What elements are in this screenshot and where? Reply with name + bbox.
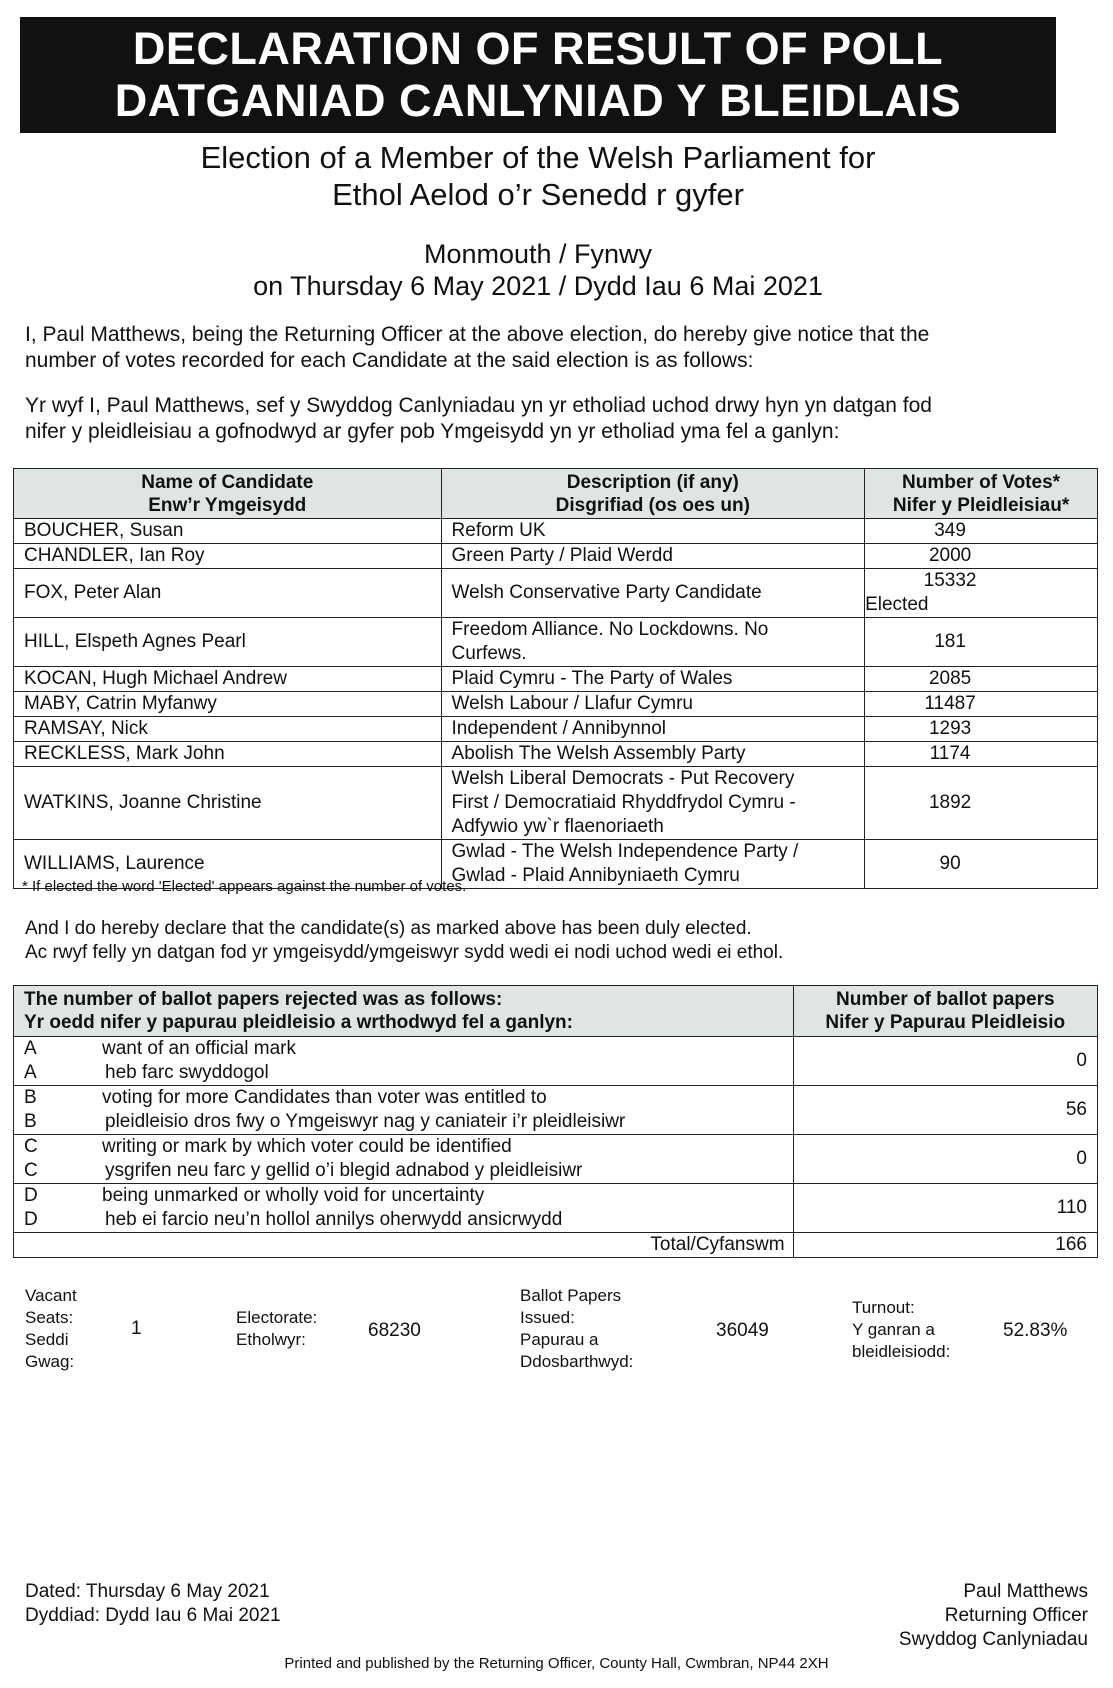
declaration-welsh: Ac rwyf felly yn datgan fod yr ymgeisydd/ymgeiswyr sydd wedi ei nodi uchod wedi ei ethol. — [25, 942, 784, 963]
candidate-votes: 1892 — [928, 792, 972, 813]
description-line: Independent / Annibynnol — [451, 718, 666, 739]
candidate-name: CHANDLER, Ian Roy — [14, 544, 442, 569]
turnout-label — [852, 1297, 950, 1363]
votes-header-english: Number of Votes* — [902, 471, 1061, 493]
candidates-table — [13, 468, 1098, 889]
vacant-label-line: Seats: — [25, 1308, 74, 1327]
title-banner — [20, 17, 1056, 133]
candidate-description — [441, 519, 865, 544]
votes-header-welsh: Nifer y Pleidleisiau* — [892, 494, 1070, 516]
ballot-papers-issued-value: 36049 — [716, 1320, 769, 1341]
turnout-value: 52.83% — [1003, 1320, 1068, 1341]
description-line: Green Party / Plaid Werdd — [451, 545, 673, 566]
rejected-total-row — [14, 1233, 1098, 1258]
vacant-seats-value: 1 — [131, 1318, 142, 1339]
electorate-label — [236, 1307, 317, 1351]
rejected-header-row — [14, 986, 1098, 1037]
description-line: First / Democratiaid Rhyddfrydol Cymru - — [451, 792, 796, 813]
officer-name: Paul Matthews — [963, 1581, 1088, 1602]
rejected-code: A — [24, 1038, 37, 1059]
rejected-code: D — [24, 1185, 38, 1206]
election-english: Election of a Member of the Welsh Parliament for — [200, 140, 876, 175]
candidate-name: FOX, Peter Alan — [14, 569, 442, 618]
turnout-label-line: Y ganran a — [852, 1320, 935, 1339]
rejected-reason-text: writing or mark by which voter could be identified — [102, 1136, 512, 1157]
notice-english — [25, 322, 1085, 374]
electorate-label-line: Electorate: — [236, 1308, 318, 1327]
description-header-english: Description (if any) — [566, 471, 739, 493]
candidate-votes: 2000 — [928, 545, 972, 566]
rejected-count-header — [793, 986, 1097, 1037]
rejected-reason-line — [24, 1086, 783, 1110]
rejected-code: A — [24, 1062, 37, 1083]
rejected-reason-line — [24, 1184, 783, 1208]
notice-english-line: number of votes recorded for each Candidate at the said election is as follows: — [25, 349, 754, 372]
rejected-count: 56 — [793, 1086, 1097, 1135]
notice-welsh-line: Yr wyf I, Paul Matthews, sef y Swyddog Canlyniadau yn yr etholiad uchod drwy hyn yn datgan fod — [25, 394, 932, 417]
rejected-reason-line — [24, 1159, 783, 1183]
count-header-english: Number of ballot papers — [836, 989, 1055, 1010]
candidate-row — [14, 692, 1098, 717]
rejected-code: C — [24, 1136, 38, 1157]
election-welsh: Ethol Aelod o’r Senedd r gyfer — [332, 177, 744, 212]
elected-marker: Elected — [865, 594, 929, 615]
description-line: Abolish The Welsh Assembly Party — [451, 743, 746, 764]
candidate-votes-cell — [865, 519, 1098, 544]
declaration-english: And I do hereby declare that the candidate(s) as marked above has been duly elected. — [25, 918, 752, 939]
vacant-seats-label — [25, 1285, 77, 1373]
rejected-count: 0 — [793, 1135, 1097, 1184]
candidate-description — [441, 692, 865, 717]
candidate-votes: 90 — [939, 853, 961, 874]
rejected-row — [14, 1037, 1098, 1086]
description-line: Plaid Cymru - The Party of Wales — [451, 668, 733, 689]
name-header-english: Name of Candidate — [141, 471, 314, 493]
description-line: Welsh Conservative Party Candidate — [451, 582, 762, 603]
candidate-votes: 2085 — [928, 668, 972, 689]
name-header-welsh: Enw’r Ymgeisydd — [148, 494, 307, 516]
candidate-votes-cell — [865, 717, 1098, 742]
candidate-votes-cell — [865, 544, 1098, 569]
turnout-label-line: Turnout: — [852, 1298, 915, 1317]
candidate-name: MABY, Catrin Myfanwy — [14, 692, 442, 717]
declaration — [25, 917, 1085, 965]
issued-label-line: Ballot Papers — [520, 1286, 622, 1305]
vacant-label-line: Vacant — [25, 1286, 77, 1305]
rejected-reason-text: heb farc swyddogol — [105, 1062, 269, 1083]
candidate-name: RECKLESS, Mark John — [14, 742, 442, 767]
rejected-reason-line — [24, 1110, 783, 1134]
rejected-reason-text: ysgrifen neu farc y gellid o’i blegid adnabod y pleidleisiwr — [105, 1160, 583, 1181]
vacant-label-line: Seddi — [25, 1330, 69, 1349]
printed-by-notice: Printed and published by the Returning Officer, County Hall, Cwmbran, NP44 2XH — [284, 1655, 829, 1672]
candidate-votes-cell — [865, 742, 1098, 767]
candidate-name: HILL, Elspeth Agnes Pearl — [14, 618, 442, 667]
candidate-name: WILLIAMS, Laurence — [14, 840, 442, 889]
total-value: 166 — [793, 1233, 1097, 1258]
rejected-count: 110 — [793, 1184, 1097, 1233]
ballot-papers-issued-label — [520, 1285, 633, 1373]
rejected-reason-text: being unmarked or wholly void for uncertainty — [102, 1185, 485, 1206]
rejected-reason-text: voting for more Candidates than voter was entitled to — [102, 1087, 547, 1108]
candidate-name: RAMSAY, Nick — [14, 717, 442, 742]
rejected-header-welsh: Yr oedd nifer y papurau pleidleisio a wrthodwyd fel a ganlyn: — [24, 1012, 573, 1033]
title-english: DECLARATION OF RESULT OF POLL — [132, 23, 944, 74]
rejected-count: 0 — [793, 1037, 1097, 1086]
candidate-row — [14, 667, 1098, 692]
description-line: Freedom Alliance. No Lockdowns. No — [451, 619, 769, 640]
candidate-votes: 15332 — [923, 570, 977, 591]
rejected-code: B — [24, 1087, 37, 1108]
constituency-name: Monmouth / Fynwy — [423, 239, 653, 269]
rejected-header-english: The number of ballot papers rejected was as follows: — [24, 989, 503, 1010]
electorate-label-line: Etholwyr: — [236, 1330, 306, 1349]
candidate-votes: 1174 — [929, 743, 971, 764]
description-line: Gwlad - Plaid Annibyniaeth Cymru — [451, 865, 740, 886]
description-line: Welsh Labour / Llafur Cymru — [451, 693, 694, 714]
description-line: Gwlad - The Welsh Independence Party / — [451, 841, 799, 862]
election-heading — [0, 139, 1076, 213]
rejected-code: C — [24, 1160, 38, 1181]
rejected-row — [14, 1086, 1098, 1135]
candidate-name: BOUCHER, Susan — [14, 519, 442, 544]
description-column-header — [441, 469, 865, 519]
rejected-reason-line — [24, 1037, 783, 1061]
issued-label-line: Ddosbarthwyd: — [520, 1352, 634, 1371]
description-line: Curfews. — [451, 643, 527, 664]
count-header-welsh: Nifer y Papurau Pleidleisio — [825, 1012, 1066, 1033]
candidate-description — [441, 667, 865, 692]
description-line: Adfywio yw`r flaenoriaeth — [451, 816, 664, 837]
candidate-description — [441, 717, 865, 742]
candidate-votes-cell — [865, 692, 1098, 717]
description-line: Reform UK — [451, 520, 546, 541]
candidate-votes-cell — [865, 618, 1098, 667]
title-welsh: DATGANIAD CANLYNIAD Y BLEIDLAIS — [114, 75, 962, 126]
candidate-description — [441, 569, 865, 618]
rejected-reason — [14, 1184, 794, 1233]
description-line: Welsh Liberal Democrats - Put Recovery — [451, 768, 795, 789]
dated-block — [25, 1580, 281, 1628]
rejected-row — [14, 1184, 1098, 1233]
rejected-reason-line — [24, 1135, 783, 1159]
candidate-name: KOCAN, Hugh Michael Andrew — [14, 667, 442, 692]
rejected-reason-line — [24, 1061, 783, 1085]
candidate-votes: 1293 — [928, 718, 972, 739]
rejected-row — [14, 1135, 1098, 1184]
vacant-label-line: Gwag: — [25, 1352, 75, 1371]
candidate-row — [14, 717, 1098, 742]
candidate-name: WATKINS, Joanne Christine — [14, 767, 442, 840]
candidate-description — [441, 544, 865, 569]
candidate-votes-cell — [865, 667, 1098, 692]
candidate-votes-cell — [865, 569, 1098, 618]
candidate-row — [14, 767, 1098, 840]
rejected-reason — [14, 1037, 794, 1086]
dated-welsh: Dyddiad: Dydd Iau 6 Mai 2021 — [25, 1605, 281, 1626]
officer-title-welsh: Swyddog Canlyniadau — [898, 1629, 1088, 1650]
candidate-votes: 349 — [934, 520, 966, 541]
candidates-header-row — [14, 469, 1098, 519]
turnout-label-line: bleidleisiodd: — [852, 1342, 951, 1361]
candidate-votes: 11487 — [924, 693, 976, 714]
notice-welsh-line: nifer y pleidleisiau a gofnodwyd ar gyfer pob Ymgeisydd yn yr etholiad yma fel a ganlyn: — [25, 420, 840, 443]
candidate-votes: 181 — [934, 631, 966, 652]
candidate-row — [14, 569, 1098, 618]
issued-label-line: Issued: — [520, 1308, 575, 1327]
constituency-heading — [0, 238, 1076, 302]
votes-column-header — [865, 469, 1098, 519]
notice-welsh — [25, 393, 1085, 445]
rejected-reason — [14, 1086, 794, 1135]
electorate-value: 68230 — [368, 1320, 421, 1341]
issued-label-line: Papurau a — [520, 1330, 599, 1349]
rejected-reason-text: pleidleisio dros fwy o Ymgeiswyr nag y caniateir i’r pleidleisiwr — [105, 1111, 626, 1132]
total-label: Total/Cyfanswm — [14, 1233, 794, 1258]
name-column-header — [14, 469, 442, 519]
notice-english-line: I, Paul Matthews, being the Returning Officer at the above election, do hereby give notice that the — [25, 323, 930, 346]
candidate-votes-cell — [865, 767, 1098, 840]
rejected-reason-text: heb ei farcio neu’n hollol annilys oherwydd ansicrwydd — [105, 1209, 563, 1230]
signature-block — [768, 1580, 1088, 1652]
candidate-votes-cell — [865, 840, 1098, 889]
dated-english: Dated: Thursday 6 May 2021 — [25, 1581, 270, 1602]
rejected-ballots-table — [13, 985, 1098, 1258]
rejected-reason-header — [14, 986, 794, 1037]
candidate-row — [14, 519, 1098, 544]
candidate-description — [441, 742, 865, 767]
candidate-description — [441, 840, 865, 889]
officer-title-english: Returning Officer — [944, 1605, 1088, 1626]
election-date: on Thursday 6 May 2021 / Dydd Iau 6 Mai 2021 — [253, 271, 823, 301]
candidate-row — [14, 618, 1098, 667]
candidate-description — [441, 767, 865, 840]
elected-footnote: * If elected the word 'Elected' appears against the number of votes. — [22, 878, 467, 895]
description-header-welsh: Disgrifiad (os oes un) — [555, 494, 750, 516]
candidate-row — [14, 544, 1098, 569]
rejected-reason-line — [24, 1208, 783, 1232]
candidate-row — [14, 742, 1098, 767]
rejected-reason — [14, 1135, 794, 1184]
rejected-code: D — [24, 1209, 38, 1230]
rejected-reason-text: want of an official mark — [102, 1038, 296, 1059]
rejected-code: B — [24, 1111, 37, 1132]
candidate-description — [441, 618, 865, 667]
